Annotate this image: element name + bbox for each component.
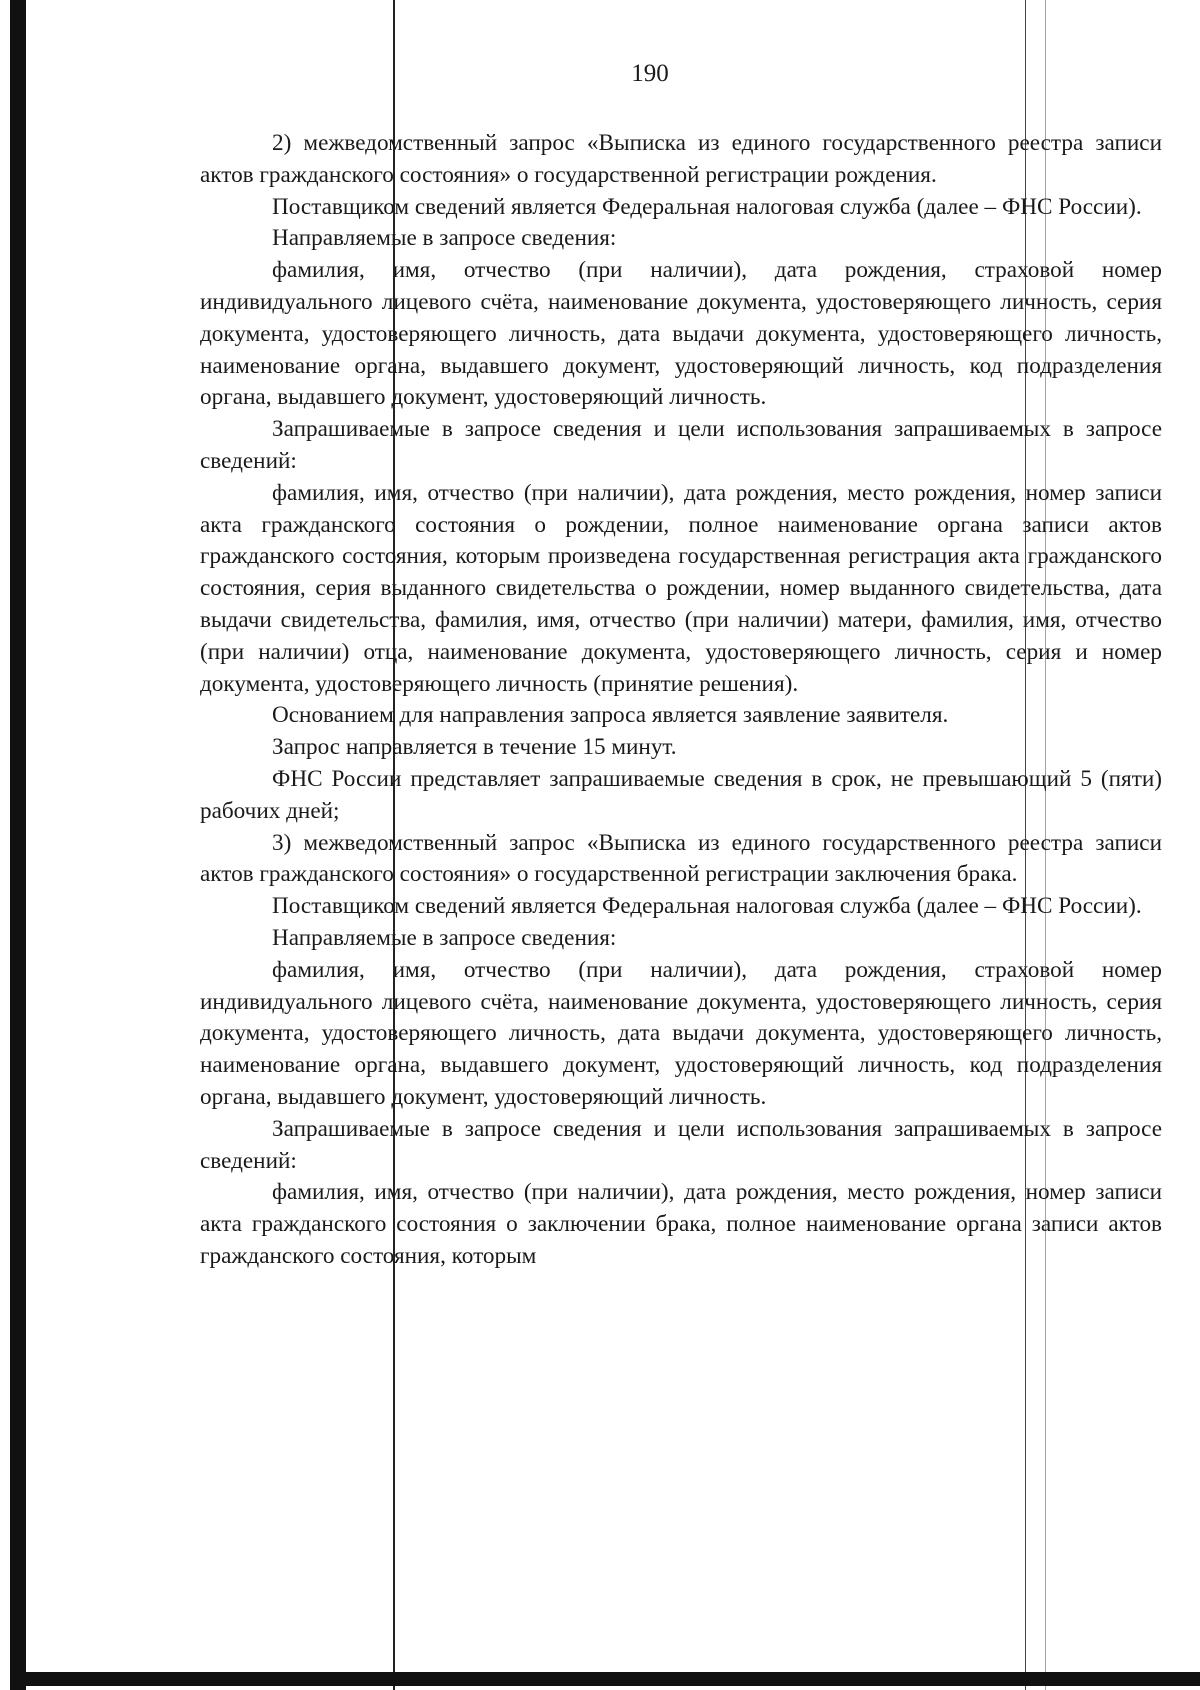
paragraph: фамилия, имя, отчество (при наличии), дата рождения, место рождения, номер записи акта гражданского состояния о рождении, полное наименование органа записи актов гражданского состояния, которым произведена государственная регистрация акта гражданского состояния, серия выданного свидетельства о рождении, номер выданного свидетельства, дата выдачи свидетельства, фамилия, имя, отчество (при наличии) матери, фамилия, имя, отчество (при наличии) отца, наименование документа, удостоверяющего личность, серия и номер документа, удостоверяющего личность (принятие решения). xyxy=(200,479,1162,697)
paragraph: Направляемые в запросе сведения: xyxy=(272,924,617,951)
paragraph: Запрос направляется в течение 15 минут. xyxy=(272,734,677,761)
scan-edge-left xyxy=(10,0,26,1690)
paragraph: Направляемые в запросе сведения: xyxy=(272,225,617,252)
paragraph: ФНС России представляет запрашиваемые сведения в срок, не превышающий 5 (пяти) рабочих дней; xyxy=(200,765,1162,824)
paragraph: Запрашиваемые в запросе сведения и цели использования запрашиваемых в запросе сведений: xyxy=(200,1115,1162,1174)
paragraph: фамилия, имя, отчество (при наличии), дата рождения, страховой номер индивидуального лицевого счёта, наименование документа, удостоверяющего личность, серия документа, удостоверяющего личность, дата выдачи документа, удостоверяющего личность, наименование органа, выдавшего документ, удостоверяющий личность, код подразделения органа, выдавшего документ, удостоверяющий личность. xyxy=(200,257,1162,411)
paragraph: 3) межведомственный запрос «Выписка из единого государственного реестра записи актов гражданского состояния» о государственной регистрации заключения брака. xyxy=(200,829,1162,888)
paragraph: Поставщиком сведений является Федеральная налоговая служба (далее – ФНС России). xyxy=(272,893,1142,920)
paragraph: фамилия, имя, отчество (при наличии), дата рождения, страховой номер индивидуального лицевого счёта, наименование документа, удостоверяющего личность, серия документа, удостоверяющего личность, дата выдачи документа, удостоверяющего личность, наименование органа, выдавшего документ, удостоверяющий личность, код подразделения органа, выдавшего документ, удостоверяющий личность. xyxy=(200,956,1162,1110)
paragraph: 2) межведомственный запрос «Выписка из единого государственного реестра записи актов гражданского состояния» о государственной регистрации рождения. xyxy=(200,130,1162,188)
paragraph: Основанием для направления запроса является заявление заявителя. xyxy=(272,702,949,729)
paragraph: Поставщиком сведений является Федеральная налоговая служба (далее – ФНС России). xyxy=(272,193,1142,220)
document-body xyxy=(200,128,1162,1273)
page-number: 190 xyxy=(631,60,669,87)
paragraph: Запрашиваемые в запросе сведения и цели использования запрашиваемых в запросе сведений: xyxy=(200,416,1162,474)
scan-edge-bottom xyxy=(20,1672,1200,1686)
paragraph: фамилия, имя, отчество (при наличии), дата рождения, место рождения, номер записи акта гражданского состояния о заключении брака, полное наименование органа записи актов гражданского состояния, которым xyxy=(200,1179,1162,1269)
